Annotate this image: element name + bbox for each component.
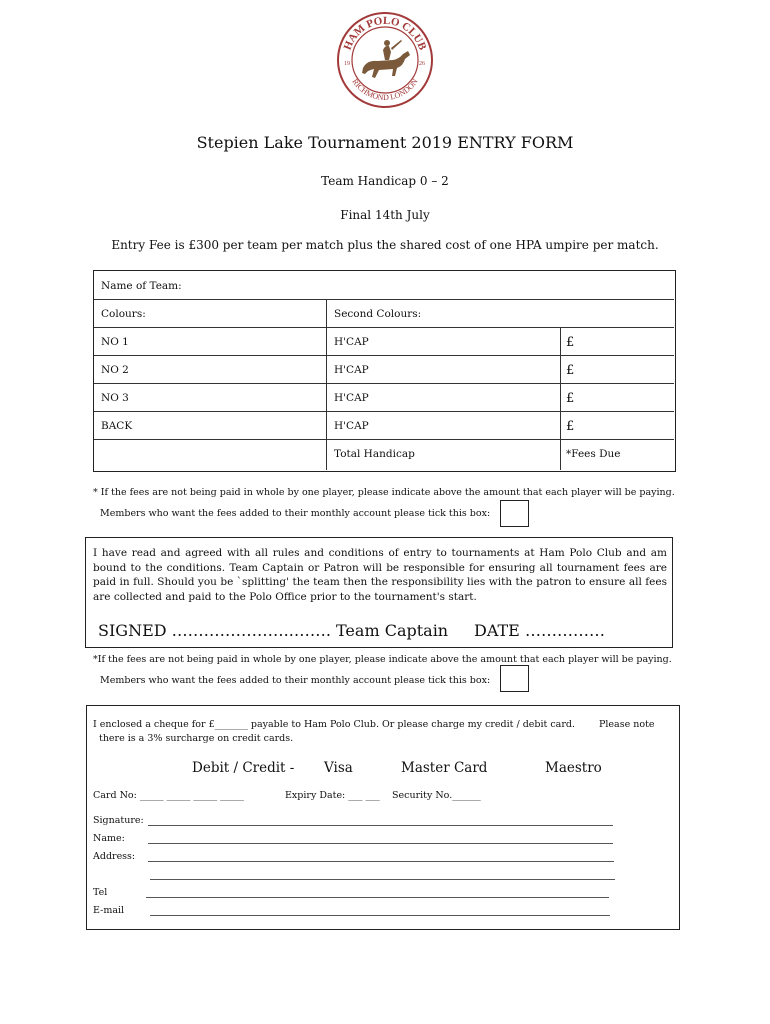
player-fee: £ [566,335,575,350]
svg-text:26: 26 [419,61,425,67]
agreement-text: I have read and agreed with all rules and conditions of entry to tournaments at Ham Polo Club and am bound to the conditions. Team Captain or Patron will be responsible for ensuring all tournament fees are paid in full. Should you be `splitting' the team then the responsibility lies with the patron to ensure all fees are collected and paid to the Polo Office prior to the tournament's start. [93,547,667,603]
player-position: NO 3 [101,392,129,404]
svg-text:19: 19 [344,61,350,67]
card-option-visa[interactable]: Visa [324,760,353,776]
player-hcap: H'CAP [334,336,369,348]
debit-credit-label: Debit / Credit - [192,760,295,776]
please-note: Please note [599,719,655,730]
date-line: DATE …………… [474,621,605,640]
monthly-account-label: Members who want the fees added to their monthly account please tick this box: [100,675,491,686]
signature-label: Signature: [93,815,144,826]
svg-text:RICHMOND LONDON: RICHMOND LONDON [350,77,420,103]
security-number-field[interactable]: Security No.______ [392,790,481,801]
tel-label: Tel [93,887,108,898]
ham-polo-club-logo [335,10,435,110]
expiry-date-field[interactable]: Expiry Date: ___ ___ [285,790,380,801]
name-label: Name: [93,833,125,844]
split-fees-note: *If the fees are not being paid in whole by one player, please indicate above the amount that each player will be paying. [93,654,672,665]
card-option-mastercard[interactable]: Master Card [401,760,488,776]
card-number-field[interactable]: Card No: _____ _____ _____ _____ [93,790,244,801]
player-fee: £ [566,419,575,434]
final-date: Final 14th July [340,208,430,222]
cheque-text: I enclosed a cheque for £_______ payable to Ham Polo Club. Or please charge my credit / debit card. [93,719,575,730]
player-hcap: H'CAP [334,392,369,404]
second-colours-label: Second Colours: [334,308,422,320]
tel-field[interactable] [146,897,609,898]
email-field[interactable] [150,915,610,916]
monthly-account-checkbox[interactable] [500,665,529,692]
team-entry-table [93,270,676,472]
player-fee: £ [566,363,575,378]
player-position: NO 2 [101,364,129,376]
fees-due-label: *Fees Due [566,448,621,460]
split-fees-note: * If the fees are not being paid in whole by one player, please indicate above the amount that each player will be paying. [93,487,675,498]
monthly-account-label: Members who want the fees added to their monthly account please tick this box: [100,508,491,519]
svg-text:HAM POLO CLUB: HAM POLO CLUB [341,14,429,52]
player-hcap: H'CAP [334,420,369,432]
player-fee: £ [566,391,575,406]
monthly-account-checkbox[interactable] [500,500,529,527]
total-handicap-label: Total Handicap [334,448,415,460]
address-field[interactable] [148,861,614,862]
address-field-line-2[interactable] [150,879,615,880]
name-of-team-label: Name of Team: [101,280,182,292]
entry-fee: Entry Fee is £300 per team per match plus the shared cost of one HPA umpire per match. [111,238,659,252]
signature-field[interactable] [148,825,613,826]
captain-signature-line: SIGNED …………………..……. Team Captain [98,621,449,640]
colours-label: Colours: [101,308,146,320]
player-position: NO 1 [101,336,129,348]
player-hcap: H'CAP [334,364,369,376]
form-title: Stepien Lake Tournament 2019 ENTRY FORM [196,133,574,152]
name-field[interactable] [148,843,613,844]
player-position: BACK [101,420,133,432]
address-label: Address: [93,851,136,862]
team-handicap: Team Handicap 0 – 2 [321,174,449,188]
surcharge-text: there is a 3% surcharge on credit cards. [99,733,294,744]
card-option-maestro[interactable]: Maestro [545,760,602,776]
email-label: E-mail [93,905,125,916]
